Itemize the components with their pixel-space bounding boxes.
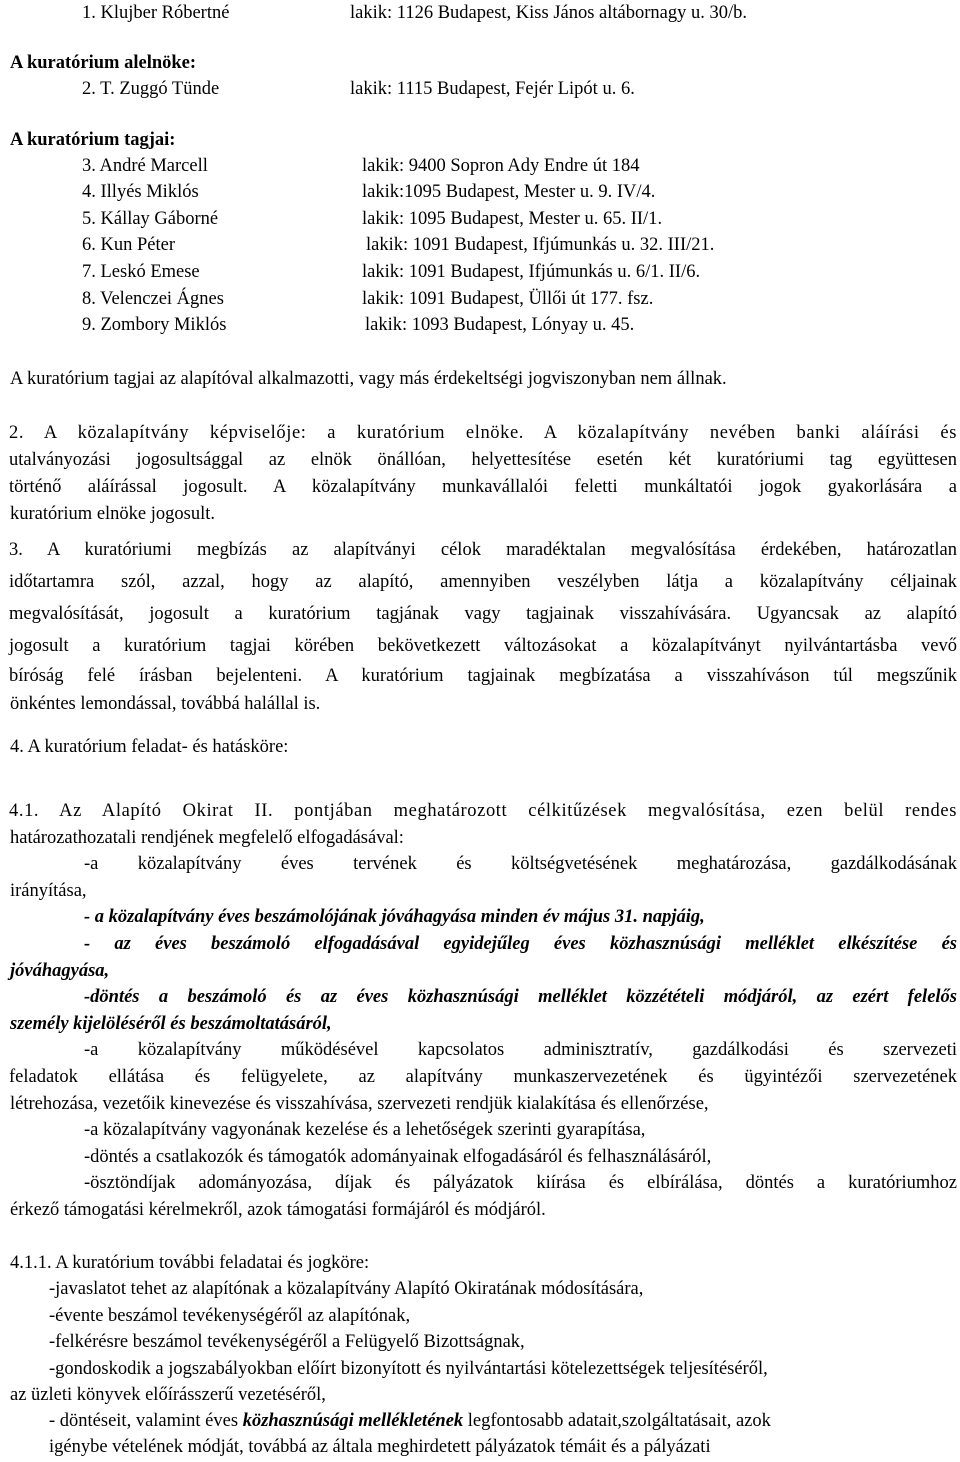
member-name: 5. Kállay Gáborné bbox=[82, 209, 219, 229]
member-name: 2. T. Zuggó Tünde bbox=[82, 79, 220, 99]
members-note: A kuratórium tagjai az alapítóval alkalmazotti, vagy más érdekeltségi jogviszonyban nem állnak. bbox=[10, 369, 727, 389]
s411-item bbox=[49, 1412, 771, 1431]
s411-item-text: legfontosabb adatait,szolgáltatásait, azok bbox=[463, 1411, 771, 1431]
p3-line: megvalósítását, jogosult a kuratórium tagjának vagy tagjainak visszahívására. Ugyancsak az alapító bbox=[9, 604, 957, 624]
vice-chair-heading: A kuratórium alelnöke: bbox=[10, 53, 197, 73]
member-address: lakik: 9400 Sopron Ady Endre út 184 bbox=[362, 156, 640, 176]
s411-item: -gondoskodik a jogszabályokban előírt bizonyított és nyilvántartási kötelezettségek teljesítéséről, bbox=[49, 1359, 768, 1379]
s41-item: -a közalapítvány éves tervének és költségvetésének meghatározása, gazdálkodásának bbox=[84, 854, 957, 874]
s41-line: 4.1. Az Alapító Okirat II. pontjában meghatározott célkitűzések megvalósítása, ezen belül rendes bbox=[9, 801, 957, 821]
member-address: lakik: 1091 Budapest, Ifjúmunkás u. 6/1. II/6. bbox=[362, 262, 701, 282]
s411-item: -felkérésre beszámol tevékenységéről a Felügyelő Bizottságnak, bbox=[49, 1332, 525, 1352]
member-name: 3. André Marcell bbox=[82, 156, 208, 176]
s41-item: -ösztöndíjak adományozása, díjak és pályázatok kiírása és elbírálása, döntés a kuratóriumhoz bbox=[84, 1173, 957, 1193]
p3-line: 3. A kuratóriumi megbízás az alapítványi célok maradéktalan megvalósítása érdekében, határozatlan bbox=[9, 540, 957, 560]
s411-item: -évente beszámol tevékenységéről az alapítónak, bbox=[49, 1306, 411, 1326]
member-address: lakik: 1126 Budapest, Kiss János altábornagy u. 30/b. bbox=[350, 3, 748, 23]
p3-line: önkéntes lemondással, továbbá halállal is. bbox=[10, 694, 321, 714]
s41-item-bold: jóváhagyása, bbox=[10, 961, 110, 981]
s41-item-bold: személy kijelöléséről és beszámoltatásáról, bbox=[10, 1014, 332, 1034]
member-address: lakik: 1093 Budapest, Lónyay u. 45. bbox=[365, 315, 635, 335]
s41-item: -döntés a csatlakozók és támogatók adományainak elfogadásáról és felhasználásáról, bbox=[84, 1147, 712, 1167]
s41-item: feladatok ellátása és felügyelete, az alapítvány munkaszervezetének és ügyintézői szervezetének bbox=[9, 1067, 957, 1087]
s411-item: -javaslatot tehet az alapítónak a közalapítvány Alapító Okiratának módosítására, bbox=[49, 1279, 644, 1299]
member-name: 6. Kun Péter bbox=[82, 235, 175, 255]
member-address: lakik:1095 Budapest, Mester u. 9. IV/4. bbox=[362, 182, 656, 202]
member-name: 8. Velenczei Ágnes bbox=[82, 289, 224, 309]
p2-line: 2. A közalapítvány képviselője: a kuratórium elnöke. A közalapítvány nevében banki aláírási és bbox=[9, 423, 957, 443]
p2-line: kuratórium elnöke jogosult. bbox=[10, 504, 216, 524]
member-name: 4. Illyés Miklós bbox=[82, 182, 199, 202]
s411-heading: 4.1.1. A kuratórium további feladatai és jogköre: bbox=[10, 1253, 370, 1273]
p2-line: történő aláírással jogosult. A közalapítvány munkavállalói feletti munkáltatói jogok gyakorlására a bbox=[9, 477, 957, 497]
p2-line: utalványozási jogosultsággal az elnök önállóan, helyettesítése esetén két kuratóriumi tag együttesen bbox=[9, 450, 957, 470]
s41-line: határozathozatali rendjének megfelelő elfogadásával: bbox=[10, 828, 404, 848]
member-address: lakik: 1115 Budapest, Fejér Lipót u. 6. bbox=[350, 79, 635, 99]
s411-item: az üzleti könyvek előírásszerű vezetéséről, bbox=[10, 1385, 326, 1405]
s41-item-bold: -döntés a beszámoló és az éves közhasznúsági melléklet közzétételi módjáról, az ezért felelős bbox=[84, 987, 957, 1007]
members-heading: A kuratórium tagjai: bbox=[10, 130, 176, 150]
s411-item-text: - döntéseit, valamint éves bbox=[49, 1411, 243, 1431]
member-address: lakik: 1095 Budapest, Mester u. 65. II/1. bbox=[362, 209, 663, 229]
member-name: 7. Leskó Emese bbox=[82, 262, 200, 282]
s41-item: irányítása, bbox=[10, 881, 87, 901]
s41-item: érkező támogatási kérelmekről, azok támogatási formájáról és módjáról. bbox=[10, 1200, 546, 1220]
p3-line: időtartamra szól, azzal, hogy az alapító, amennyiben veszélyben látja a közalapítvány céljainak bbox=[9, 572, 957, 592]
member-name: 1. Klujber Róbertné bbox=[82, 3, 230, 23]
s411-item: igénybe vételének módját, továbbá az általa meghirdetett pályázatok témáit és a pályázati bbox=[49, 1437, 711, 1457]
p3-line: bíróság felé írásban bejelenteni. A kuratórium tagjainak megbízatása a visszahíváson túl megszűnik bbox=[9, 666, 957, 686]
p3-line: jogosult a kuratórium tagjai körében bekövetkezett változásokat a közalapítványt nyilvántartásba vevő bbox=[9, 636, 957, 656]
member-address: lakik: 1091 Budapest, Üllői út 177. fsz. bbox=[362, 289, 654, 309]
member-name: 9. Zombory Miklós bbox=[82, 315, 227, 335]
s41-item: -a közalapítvány vagyonának kezelése és a lehetőségek szerinti gyarapítása, bbox=[84, 1120, 646, 1140]
member-address: lakik: 1091 Budapest, Ifjúmunkás u. 32. III/21. bbox=[366, 235, 715, 255]
section-4-heading: 4. A kuratórium feladat- és hatásköre: bbox=[10, 737, 289, 757]
s41-item: létrehozása, vezetőik kinevezése és visszahívása, szervezeti rendjük kialakítása és ellenőrzése, bbox=[10, 1094, 709, 1114]
s411-item-emphasis: közhasznúsági mellékletének bbox=[242, 1411, 464, 1431]
s41-item: -a közalapítvány működésével kapcsolatos adminisztratív, gazdálkodási és szervezeti bbox=[84, 1040, 957, 1060]
s41-item-bold: - a közalapítvány éves beszámolójának jóváhagyása minden év május 31. napjáig, bbox=[84, 907, 705, 927]
s41-item-bold: - az éves beszámoló elfogadásával egyidejűleg éves közhasznúsági melléklet elkészítése és bbox=[84, 934, 957, 954]
